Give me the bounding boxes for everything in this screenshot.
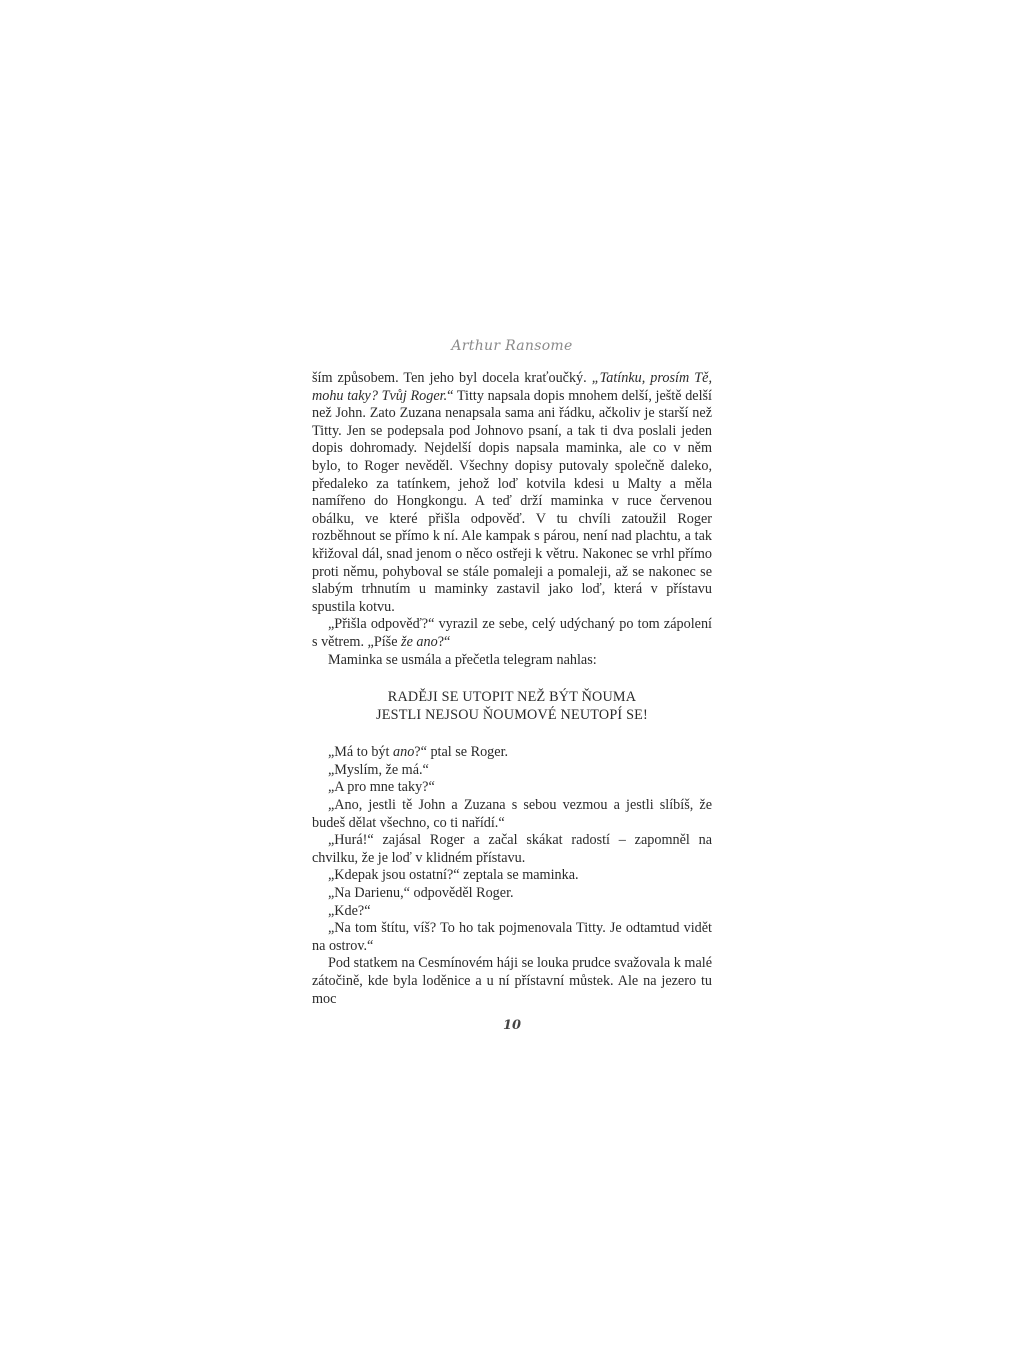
telegram-line-2: JESTLI NEJSOU ŇOUMOVÉ NEUTOPÍ SE!: [376, 706, 648, 723]
paragraph-2: „Přišla odpověď?“ vyrazil ze sebe, celý udýchaný po tom zápolení s větrem. „Píše že ano?“: [312, 616, 712, 650]
paragraph-13: Pod statkem na Cesmínovém háji se louka prudce svažovala k malé zátočině, kde byla loděnice a u ní přístavní můstek. Ale na jezero tu moc: [312, 955, 712, 1007]
paragraph-5: „Myslím, že má.“: [328, 761, 429, 778]
body-text: [312, 370, 712, 1008]
paragraph-11: „Kde?“: [328, 902, 371, 919]
paragraph-4: „Má to být ano?“ ptal se Roger.: [328, 744, 509, 761]
spacer: [312, 669, 712, 689]
emphasis-ano: ano: [393, 744, 415, 761]
paragraph-3: Maminka se usmála a přečetla telegram nahlas:: [328, 651, 597, 668]
spacer: [312, 724, 712, 744]
paragraph-6: „A pro mne taky?“: [328, 779, 435, 796]
emphasis-ano: že ano: [401, 633, 438, 650]
page-number: 10: [502, 1018, 522, 1033]
running-header: Arthur Ransome: [451, 338, 573, 354]
paragraph-7: „Ano, jestli tě John a Zuzana s sebou vezmou a jestli slíbíš, že budeš dělat všechno, co ti nařídí.“: [312, 797, 712, 831]
paragraph-9: „Kdepak jsou ostatní?“ zeptala se maminka.: [328, 867, 579, 884]
letter-quote: „Tatínku, prosím Tě, mohu taky? Tvůj Roger.: [312, 370, 712, 404]
paragraph-8: „Hurá!“ zajásal Roger a začal skákat radostí – zapomněl na chvilku, že je loď v klidném přístavu.: [312, 832, 712, 866]
paragraph-1: ším způsobem. Ten jeho byl docela kraťoučký. „Tatínku, prosím Tě, mohu taky? Tvůj Roger.“ Titty napsala dopis mnohem delší, ještě delší než John. Zato Zuzana nenapsala sama ani řádku, ačkoliv je starší než Titty. Jen se podepsala pod Johnovo psaní, a tak ti dva poslali jeden dopis dohromady. Nejdelší dopis napsala maminka, ale co v něm bylo, to Roger nevěděl. Všechny dopisy putovaly společně daleko, předaleko za tatínkem, jehož loď kotvila kdesi u Malty a měla namířeno do Hongkongu. A teď drží maminka v ruce červenou obálku, ve které přišla odpověď. V tu chvíli zatoužil Roger rozběhnout se přímo k ní. Ale kampak s párou, není nad plachtu, a tak křižoval dál, snad jenom o něco ostřeji k větru. Nakonec se vrhl přímo proti němu, pohyboval se stále pomaleji a pomaleji, až se nakonec se slabým trhnutím u maminky zastavil jako loď, která v přístavu spustila kotvu.: [312, 370, 712, 615]
paragraph-12: „Na tom štítu, víš? To ho tak pojmenovala Titty. Je odtamtud vidět na ostrov.“: [312, 920, 712, 954]
telegram-line-1: RADĚJI SE UTOPIT NEŽ BÝT ŇOUMA: [387, 689, 637, 706]
paragraph-10: „Na Darienu,“ odpověděl Roger.: [328, 885, 514, 902]
